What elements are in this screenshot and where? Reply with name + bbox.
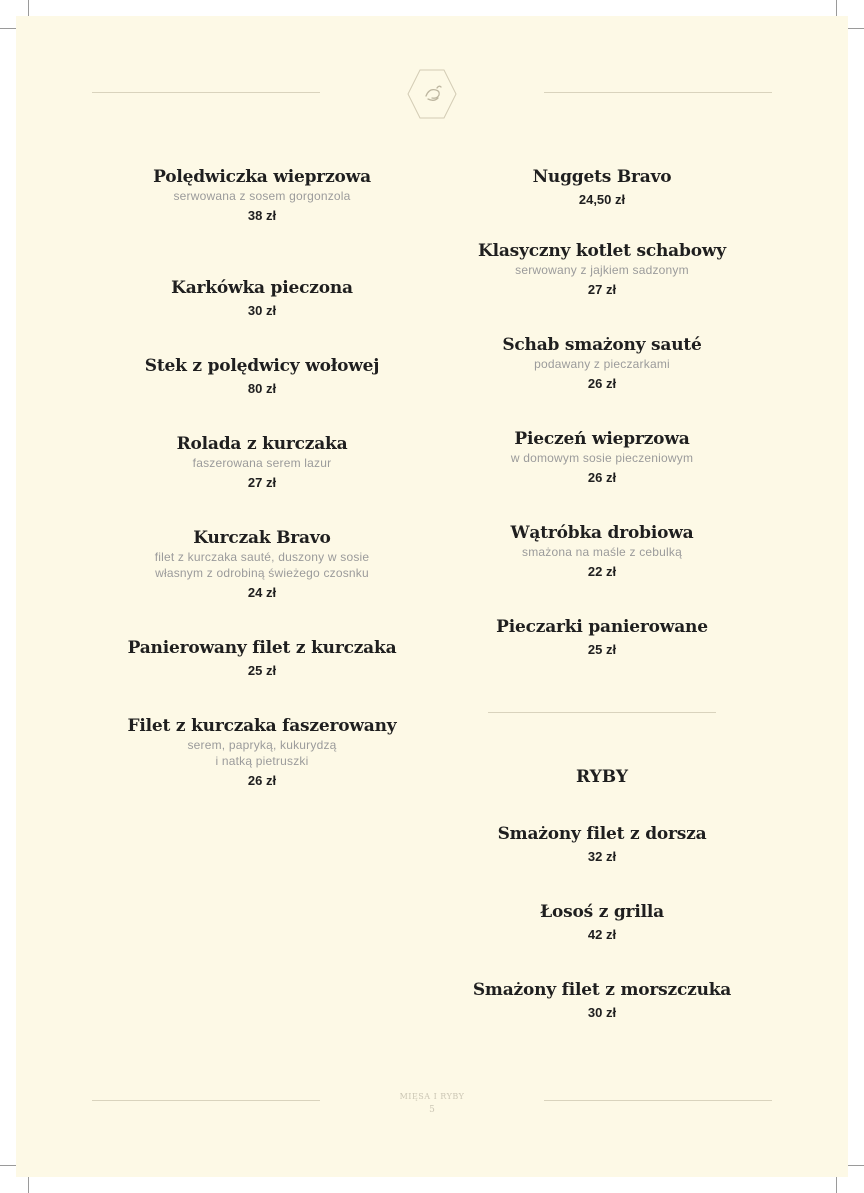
footer-rule-left	[92, 1100, 320, 1101]
item-description: serwowany z jajkiem sadzonym	[515, 263, 689, 277]
menu-item	[122, 277, 402, 320]
crop-mark	[0, 1165, 16, 1166]
item-name: Nuggets Bravo	[532, 167, 672, 187]
item-description: serwowana z sosem gorgonzola	[173, 189, 351, 203]
item-price: 38 zł	[247, 208, 277, 223]
item-name: Smażony filet z morszczuka	[472, 980, 732, 1000]
footer-section-name: MIĘSA I RYBY	[399, 1092, 465, 1101]
item-price: 22 zł	[587, 564, 617, 579]
crop-mark	[836, 1177, 837, 1193]
menu-item	[122, 637, 402, 680]
item-description: filet z kurczaka sauté, duszony w sosie	[154, 550, 370, 564]
menu-item	[122, 715, 402, 790]
item-price: 30 zł	[247, 303, 277, 318]
crop-mark	[0, 28, 16, 29]
item-price: 27 zł	[587, 282, 617, 297]
item-name: Karkówka pieczona	[171, 278, 353, 298]
menu-item	[462, 616, 742, 659]
item-name: Filet z kurczaka faszerowany	[127, 716, 397, 736]
item-description: podawany z pieczarkami	[534, 357, 670, 371]
item-price: 26 zł	[587, 376, 617, 391]
item-name: Łosoś z grilla	[540, 902, 664, 922]
menu-item	[462, 979, 742, 1022]
menu-item	[462, 240, 742, 299]
item-description-line2: i natką pietruszki	[215, 754, 309, 768]
right-column	[462, 0, 742, 1193]
item-price: 24,50 zł	[578, 192, 626, 207]
item-name: Wątróbka drobiowa	[510, 523, 694, 543]
menu-item	[122, 527, 402, 602]
item-name: Pieczarki panierowane	[496, 617, 708, 637]
menu-item	[462, 334, 742, 393]
left-column	[122, 0, 402, 1193]
item-name: Klasyczny kotlet schabowy	[478, 241, 726, 261]
footer-rule-right	[544, 1100, 772, 1101]
item-name: Panierowany filet z kurczaka	[127, 638, 397, 658]
item-description: smażona na maśle z cebulką	[522, 545, 682, 559]
menu-item	[462, 166, 742, 209]
item-name: Kurczak Bravo	[193, 528, 331, 548]
hexagon-logo-icon	[404, 66, 460, 122]
item-name: Rolada z kurczaka	[176, 434, 348, 454]
item-name: Smażony filet z dorsza	[497, 824, 707, 844]
menu-item	[462, 428, 742, 487]
item-price: 26 zł	[247, 773, 277, 788]
menu-item	[462, 901, 742, 944]
item-price: 42 zł	[587, 927, 617, 942]
menu-item	[122, 166, 402, 225]
menu-item	[462, 522, 742, 581]
item-name: Schab smażony sauté	[502, 335, 702, 355]
item-price: 25 zł	[247, 663, 277, 678]
menu-item	[122, 355, 402, 398]
crop-mark	[28, 1177, 29, 1193]
item-name: Stek z polędwicy wołowej	[144, 356, 380, 376]
item-description-line2: własnym z odrobiną świeżego czosnku	[155, 566, 369, 580]
item-description: faszerowana serem lazur	[192, 456, 332, 470]
item-price: 26 zł	[587, 470, 617, 485]
item-description: serem, papryką, kukurydzą	[187, 738, 337, 752]
crop-mark	[848, 1165, 864, 1166]
item-price: 27 zł	[247, 475, 277, 490]
item-name: Polędwiczka wieprzowa	[153, 167, 371, 187]
page-number: 5	[429, 1105, 435, 1115]
item-name: Pieczeń wieprzowa	[514, 429, 690, 449]
item-price: 30 zł	[587, 1005, 617, 1020]
crop-mark	[28, 0, 29, 16]
item-price: 32 zł	[587, 849, 617, 864]
section-title-ryby: RYBY	[576, 767, 628, 787]
crop-mark	[848, 28, 864, 29]
section-divider	[488, 712, 716, 713]
menu-item	[462, 823, 742, 866]
crop-mark	[836, 0, 837, 16]
item-price: 80 zł	[247, 381, 277, 396]
item-price: 24 zł	[247, 585, 277, 600]
menu-item	[122, 433, 402, 492]
item-price: 25 zł	[587, 642, 617, 657]
item-description: w domowym sosie pieczeniowym	[510, 451, 694, 465]
